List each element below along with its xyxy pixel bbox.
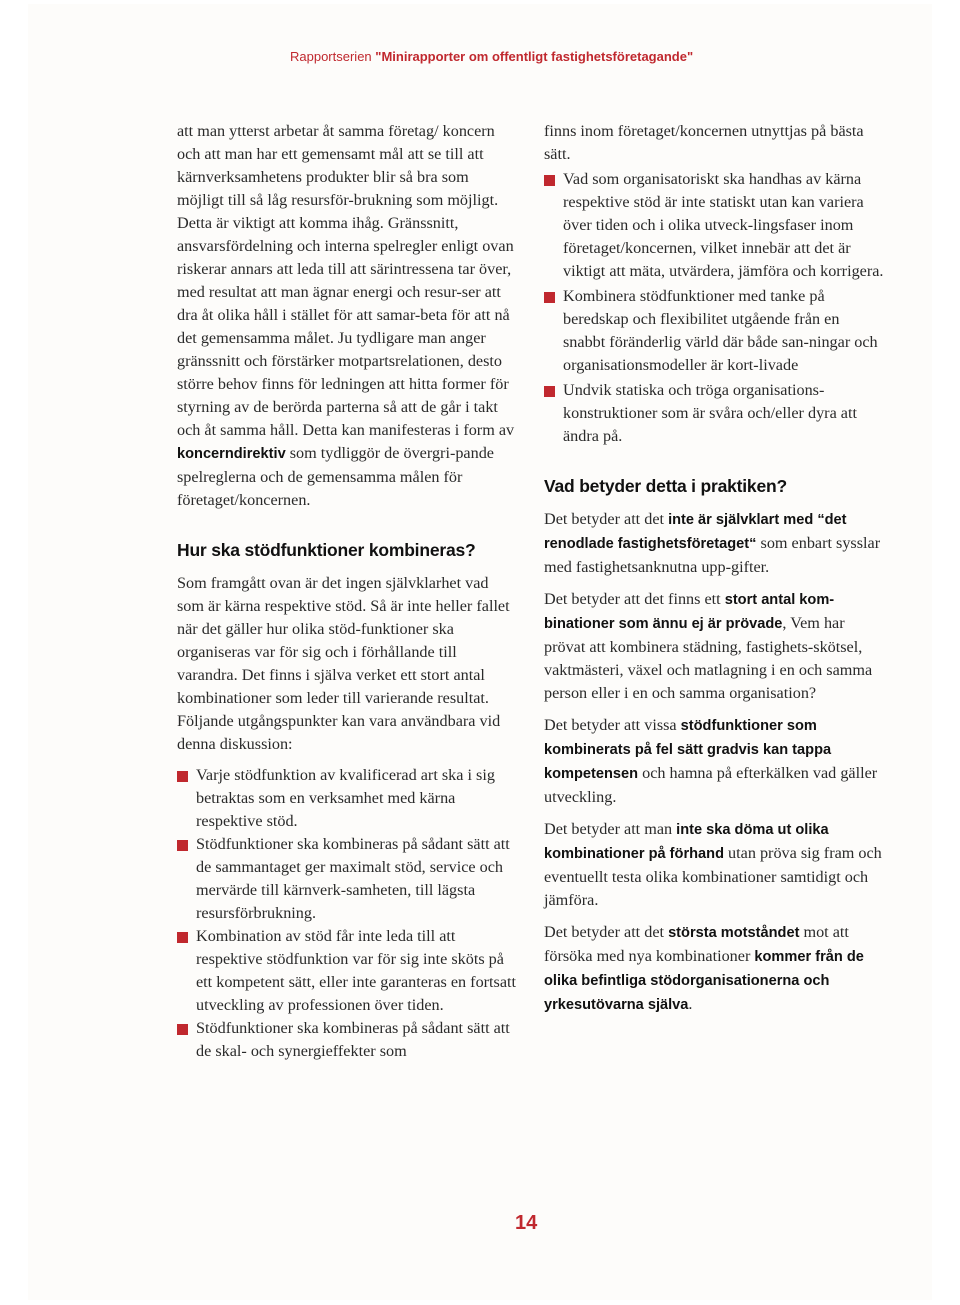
left-para1-end: som tydliggör de övergri-pande spelreglerna och de gemensamma målen för företaget/koncernen. <box>177 444 494 509</box>
p1-text-c: som enbart sysslar med fastighetsanknutna upp-gifter. <box>544 534 881 576</box>
square-bullet-icon <box>544 386 555 397</box>
bullet-text: Stödfunktioner ska kombineras på sådant sätt att de skal- och synergieffekter som <box>196 1019 510 1060</box>
p3-bold: stödfunktioner som kombinerats på fel sätt gradvis kan tappa kompetensen <box>544 718 832 782</box>
p3-text-a: Det betyder att vissa <box>544 716 681 734</box>
square-bullet-icon <box>544 175 555 186</box>
bullet-text: Undvik statiska och tröga organisations-konstruktioner som är svåra och/eller dyra att ändra på. <box>563 381 857 445</box>
list-item <box>544 168 884 283</box>
left-para1-text: att man ytterst arbetar åt samma företag/ koncern och att man har ett gemensamt mål att se till att kärnverksamhetens produkter blir så bra som möjligt till så låg resursför-brukning som möjligt. Detta är viktigt att komma ihåg. Gränssnitt, ansvarsfördelning och interna spelregler enligt ovan riskerar annars att leda till att särintressena tar över, med resultat att man ägnar energi och resur-ser att dra åt olika håll i stället för att samar-beta för att nå det gemensamma målet. Ju tydligare man anger gränssnitt och förstärker motpartsrelationen, desto större behov finns för ledningen att hitta former för styrning av de berörda parterna så att de går i takt och åt samma håll. Detta kan manifesteras i form av <box>177 122 515 439</box>
right-paragraph-4 <box>544 818 884 912</box>
running-header <box>290 49 693 64</box>
p3-text-c: och hamna på efterkälken vad gäller utveckling. <box>544 764 878 806</box>
square-bullet-icon <box>177 932 188 943</box>
left-column <box>177 120 517 1063</box>
section-heading-practice: Vad betyder detta i praktiken? <box>544 476 787 496</box>
left-paragraph-2: Som framgått ovan är det ingen självklarhet vad som är kärna respektive stöd. Så är inte heller fallet när det gäller hur olika stöd-funktioner ska organiseras var för sig och i förhållande till varandra. Det finns i själva verket ett stort antal kombinationer som leder till varierande resultat. Följande utgångspunkter kan vara användbara vid denna diskussion: <box>177 574 510 753</box>
bullet-text: Kombination av stöd får inte leda till att respektive stödfunktion var för sig inte sköts på ett kompetent sätt, eller inte garanteras en fortsatt utveckling av professionen över tiden. <box>196 927 517 1014</box>
list-item <box>177 925 517 1017</box>
right-paragraph-2 <box>544 588 884 705</box>
p5-bold-2: kommer från de olika befintliga stödorganisationerna och yrkesutövarna själva <box>544 949 864 1013</box>
p5-text-a: Det betyder att det <box>544 923 669 941</box>
right-intro: finns inom företaget/koncernen utnyttjas på bästa sätt. <box>544 122 864 163</box>
p5-text-e: . <box>688 995 693 1013</box>
right-paragraph-5 <box>544 921 884 1017</box>
right-paragraph-3 <box>544 714 884 809</box>
p1-bold: inte är självklart med “det renodlade fastighetsföretaget“ <box>544 512 847 552</box>
p1-text-a: Det betyder att det <box>544 510 669 528</box>
bullet-text: Kombinera stödfunktioner med tanke på beredskap och flexibilitet utgående från en snabbt föränderlig värld där både san-ningar och organisationsmodeller är kort-livade <box>563 287 878 374</box>
p4-text-c: utan pröva sig fram och eventuellt testa olika kombinationer samtidigt och jämföra. <box>544 844 882 909</box>
p5-text-c: mot att försöka med nya kombinationer <box>544 923 849 965</box>
p2-text-a: Det betyder att det finns ett <box>544 590 725 608</box>
bullet-text: Vad som organisatoriskt ska handhas av kärna respektive stöd är inte statiskt utan kan variera över tiden och i olika utveck-lingsfaser inom företaget/koncernen, vilket innebär att det är viktigt att mäta, utvärdera, jämföra och korrigera. <box>563 170 884 280</box>
square-bullet-icon <box>177 1024 188 1035</box>
left-bullet-list <box>177 764 517 1063</box>
square-bullet-icon <box>177 771 188 782</box>
p2-bold: stort antal kom-binationer som ännu ej är prövade <box>544 592 835 632</box>
list-item <box>177 833 517 925</box>
section-heading-combine: Hur ska stödfunktioner kombineras? <box>177 540 476 560</box>
right-bullet-list <box>544 168 884 448</box>
left-paragraph-1 <box>177 120 517 512</box>
bullet-text: Stödfunktioner ska kombineras på sådant sätt att de sammantaget ger maximalt stöd, service och mervärde till kärnverk-samheten, till lägsta resursförbrukning. <box>196 835 510 922</box>
list-item <box>177 1017 517 1063</box>
right-paragraph-1 <box>544 508 884 579</box>
p2-text-c: , Vem har prövat att kombinera städning, fastighets-skötsel, vaktmästeri, växel och matlagning i en och samma person eller i en och samma organisation? <box>544 614 873 702</box>
page-number: 14 <box>515 1212 538 1234</box>
header-series-title: "Minirapporter om offentligt fastighetsföretagande" <box>375 49 694 64</box>
list-item <box>544 379 884 448</box>
list-item <box>544 285 884 377</box>
bullet-text: Varje stödfunktion av kvalificerad art ska i sig betraktas som en verksamhet med kärna respektive stöd. <box>196 766 495 830</box>
square-bullet-icon <box>544 292 555 303</box>
list-item <box>177 764 517 833</box>
p4-text-a: Det betyder att man <box>544 820 677 838</box>
header-series-prefix: Rapportserien <box>290 49 376 64</box>
right-column <box>544 120 884 1017</box>
square-bullet-icon <box>177 840 188 851</box>
left-para1-bold: koncerndirektiv <box>177 446 286 462</box>
p4-bold: inte ska döma ut olika kombinationer på förhand <box>544 822 829 862</box>
p5-bold-1: största motståndet <box>668 925 800 941</box>
